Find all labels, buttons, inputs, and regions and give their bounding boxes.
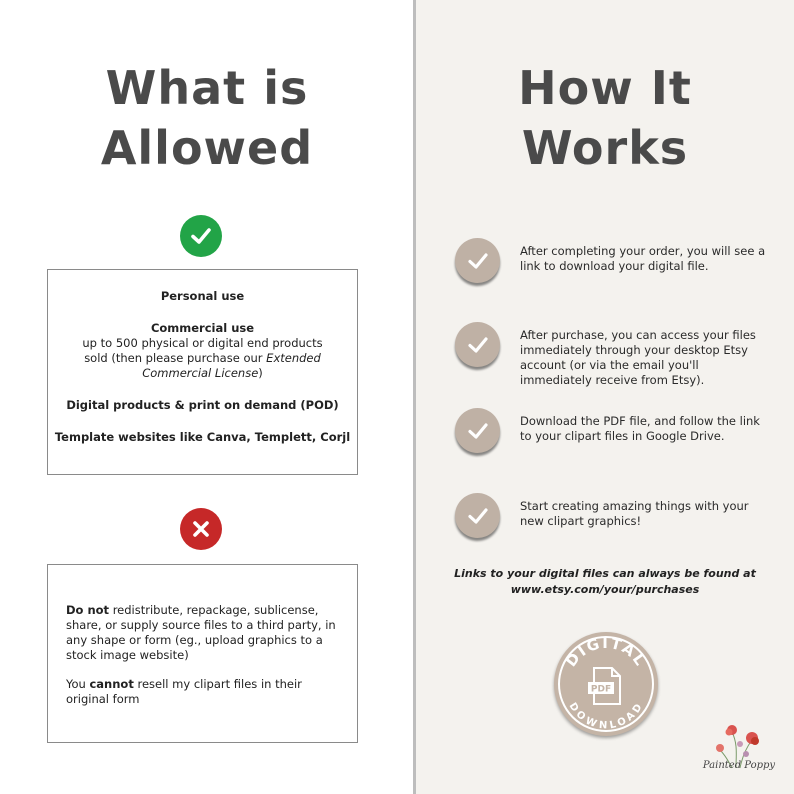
not-allowed-paragraph: [66, 603, 339, 663]
title-line: Works: [521, 121, 689, 175]
painted-poppy-logo-text: Painted Poppy: [702, 760, 776, 771]
not-allowed-box: [47, 564, 358, 743]
commercial-use-heading: Commercial use: [150, 321, 255, 335]
template-websites-heading: Template websites like Canva, Templett, Corjl: [54, 430, 351, 444]
check-icon: [455, 493, 500, 538]
step-text: After purchase, you can access your files immediately through your desktop Etsy account (or via the email you'll immediately receive from Etsy).: [520, 328, 756, 387]
commercial-use-line: up to 500 physical or digital end products: [82, 336, 323, 350]
commercial-use-block: [48, 321, 357, 381]
how-it-works-title: [416, 58, 794, 178]
seal-bottom-text: DOWNLOAD: [566, 700, 646, 732]
cannot-text: cannot: [89, 677, 134, 691]
purchases-link-text: www.etsy.com/your/purchases: [510, 583, 700, 596]
pdf-label: PDF: [590, 684, 612, 695]
step-text: Download the PDF file, and follow the link to your clipart files in Google Drive.: [520, 414, 760, 443]
seal-top-text: DIGITAL: [561, 633, 651, 671]
svg-text:DIGITAL: [562, 634, 650, 670]
pdf-file-icon: [588, 668, 620, 704]
do-not-text: Do not: [66, 603, 110, 617]
check-icon: [455, 408, 500, 453]
step-text: Start creating amazing things with your new clipart graphics!: [520, 499, 749, 528]
digital-download-seal: [554, 632, 658, 736]
allowed-box: [47, 269, 358, 475]
commercial-use-line: [48, 351, 357, 366]
commercial-text: ): [258, 366, 263, 380]
title-line: Allowed: [100, 121, 314, 175]
x-icon: [180, 508, 222, 550]
personal-use-heading: Personal use: [160, 289, 245, 303]
not-allowed-text: You: [66, 677, 90, 691]
not-allowed-text: redistribute, repackage, sublicense, share, or supply source files to a third party, in any shape or form (eg., upload graphics to a stock image website): [66, 603, 336, 662]
step-text: After completing your order, you will see a link to download your digital file.: [520, 244, 766, 273]
not-allowed-text: resell my clipart files in their original form: [66, 677, 302, 706]
check-icon: [180, 215, 222, 257]
what-is-allowed-title: [0, 58, 414, 178]
check-icon: [455, 238, 500, 283]
not-allowed-paragraph: [66, 677, 339, 707]
note-line: Links to your digital files can always be found at: [454, 567, 756, 580]
commercial-text: sold (then please purchase our: [84, 351, 267, 365]
digital-products-heading: Digital products & print on demand (POD): [66, 398, 339, 412]
extended-license-text: Extended: [266, 351, 321, 365]
commercial-use-line: [48, 366, 357, 381]
purchases-note: [440, 566, 770, 598]
svg-text:DOWNLOAD: [567, 701, 646, 732]
title-line: How It: [518, 61, 692, 115]
extended-license-text: Commercial License: [142, 366, 259, 380]
title-line: What is: [105, 61, 309, 115]
check-icon: [455, 322, 500, 367]
